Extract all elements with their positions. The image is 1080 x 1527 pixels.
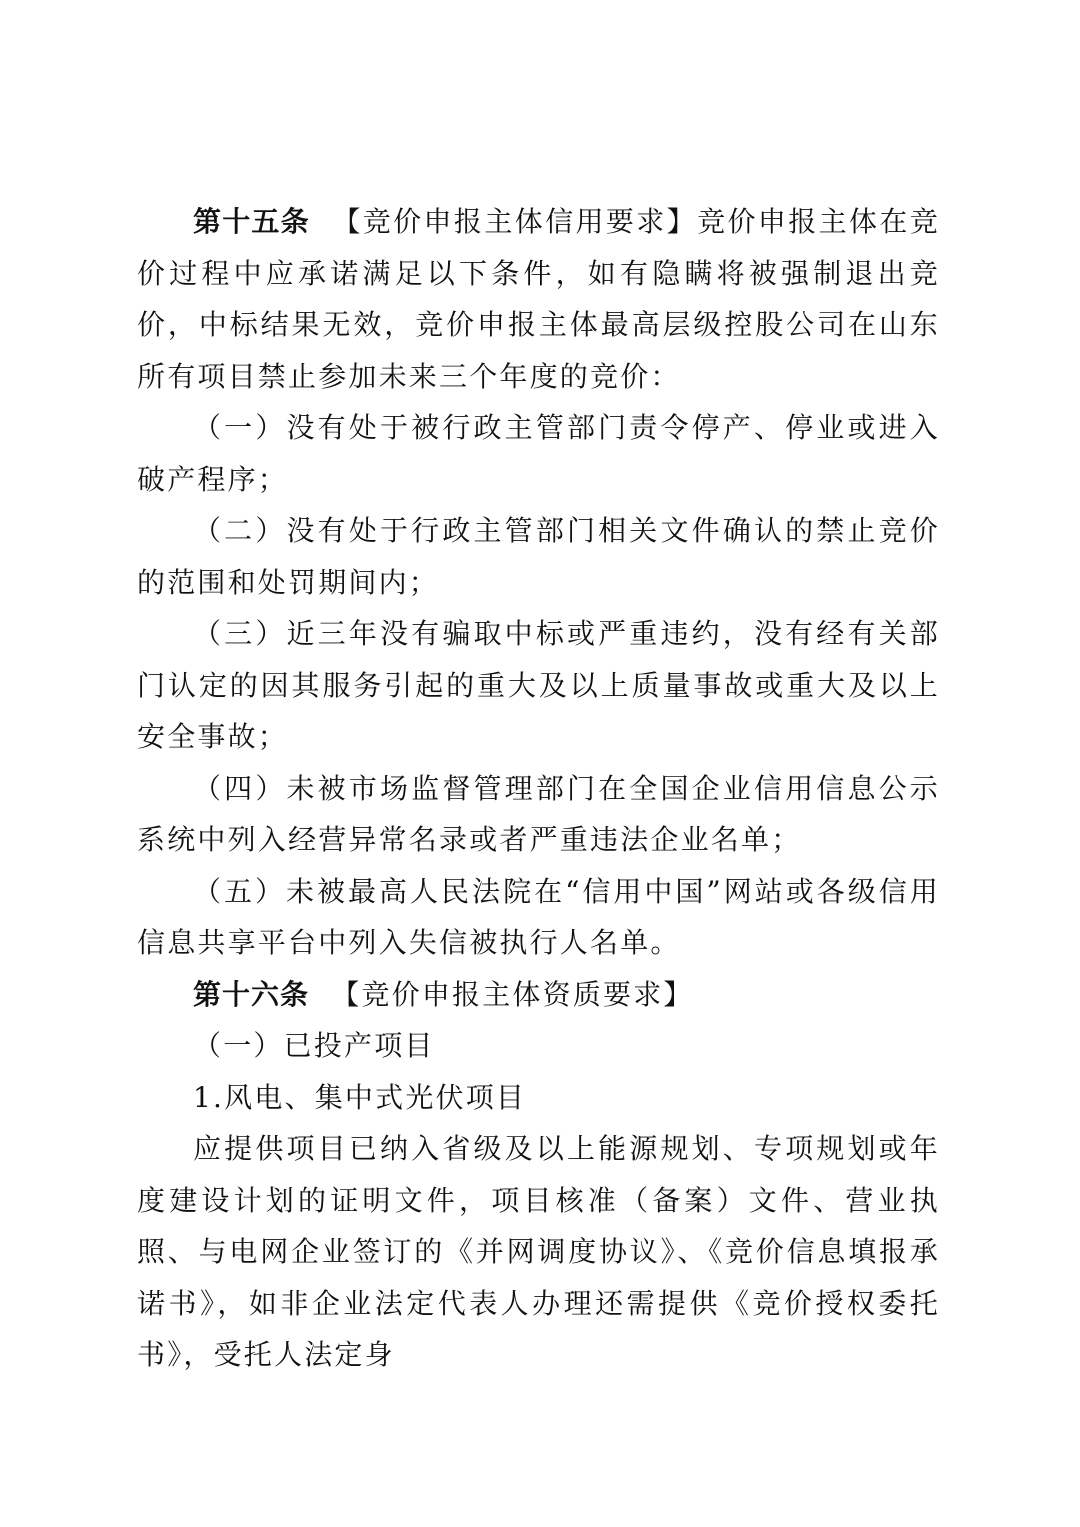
article-15-item-4: （四）未被市场监督管理部门在全国企业信用信息公示系统中列入经营异常名录或者严重违法企业名单； xyxy=(137,771,940,856)
article-15-body: 竞价申报主体在竞价过程中应承诺满足以下条件，如有隐瞒将被强制退出竞价，中标结果无效，竞价申报主体最高层级控股公司在山东所有项目禁止参加未来三个年度的竞价： xyxy=(137,205,940,393)
article-15 xyxy=(137,196,940,402)
article-15-item-2: （二）没有处于行政主管部门相关文件确认的禁止竞价的范围和处罚期间内； xyxy=(137,514,940,599)
article-15-item-3: （三）近三年没有骗取中标或严重违约，没有经有关部门认定的因其服务引起的重大及以上质量事故或重大及以上安全事故； xyxy=(137,617,940,753)
article-15-item-5: （五）未被最高人民法院在“信用中国”网站或各级信用信息共享平台中列入失信被执行人名单。 xyxy=(137,874,940,959)
article-16-sub-1: （一）已投产项目 xyxy=(193,1029,435,1062)
article-15-item-1: （一）没有处于被行政主管部门责令停产、停业或进入破产程序； xyxy=(137,411,940,496)
article-16-title: 第十六条 xyxy=(193,977,310,1011)
article-15-heading: 【竞价申报主体信用要求】 xyxy=(332,205,698,238)
article-16-sub-1-1: 1.风电、集中式光伏项目 xyxy=(193,1080,527,1114)
article-15-title: 第十五条 xyxy=(193,205,310,238)
article-16-body: 应提供项目已纳入省级及以上能源规划、专项规划或年度建设计划的证明文件，项目核准（备案）文件、营业执照、与电网企业签订的《并网调度协议》、《竞价信息填报承诺书》，如非企业法定代表人办理还需提供《竞价授权委托书》，受托人法定身 xyxy=(137,1132,940,1371)
article-16 xyxy=(137,969,940,1021)
article-16-heading: 【竞价申报主体资质要求】 xyxy=(331,977,694,1011)
